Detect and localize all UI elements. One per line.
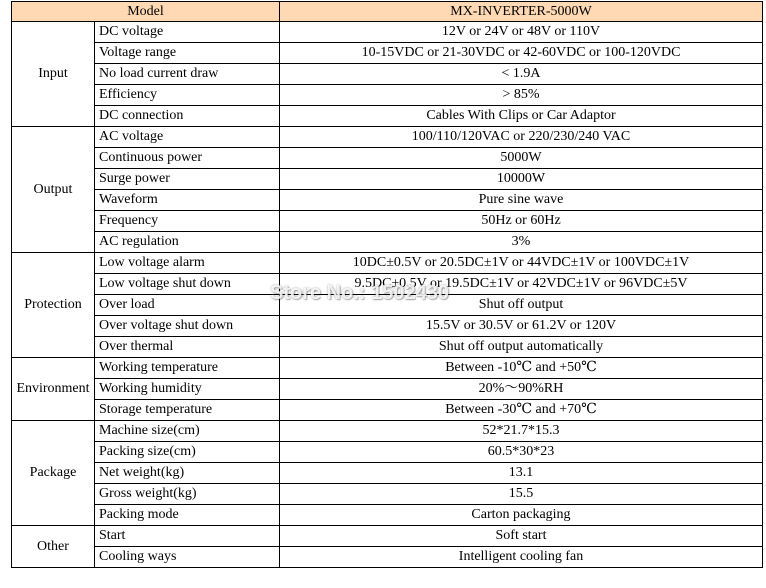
table-row xyxy=(12,190,763,211)
param-name: Over thermal xyxy=(95,337,280,358)
param-value: 20%～90%RH xyxy=(280,379,763,400)
table-row xyxy=(12,316,763,337)
param-value: Shut off output xyxy=(280,295,763,316)
param-name: Low voltage shut down xyxy=(95,274,280,295)
table-header xyxy=(12,2,763,22)
param-value: 100/110/120VAC or 220/230/240 VAC xyxy=(280,127,763,148)
param-value: 12V or 24V or 48V or 110V xyxy=(280,22,763,43)
param-value: 15.5 xyxy=(280,484,763,505)
table-row xyxy=(12,484,763,505)
group-label: Output xyxy=(12,127,95,253)
param-name: Low voltage alarm xyxy=(95,253,280,274)
group-label: Other xyxy=(12,526,95,568)
group-label: Input xyxy=(12,22,95,127)
table-row xyxy=(12,106,763,127)
param-value: Shut off output automatically xyxy=(280,337,763,358)
param-name: Net weight(kg) xyxy=(95,463,280,484)
table-row xyxy=(12,253,763,274)
table-row xyxy=(12,148,763,169)
param-name: DC voltage xyxy=(95,22,280,43)
table-row xyxy=(12,169,763,190)
table-row xyxy=(12,127,763,148)
param-value: 52*21.7*15.3 xyxy=(280,421,763,442)
param-name: Over voltage shut down xyxy=(95,316,280,337)
model-value: MX-INVERTER-5000W xyxy=(280,2,763,22)
param-value: 15.5V or 30.5V or 61.2V or 120V xyxy=(280,316,763,337)
param-name: No load current draw xyxy=(95,64,280,85)
param-value: 10000W xyxy=(280,169,763,190)
table-row xyxy=(12,43,763,64)
param-value: Intelligent cooling fan xyxy=(280,547,763,568)
param-value: Soft start xyxy=(280,526,763,547)
param-name: Packing size(cm) xyxy=(95,442,280,463)
param-value: 9.5DC±0.5V or 19.5DC±1V or 42VDC±1V or 96VDC±5V xyxy=(280,274,763,295)
table-row xyxy=(12,463,763,484)
table-row xyxy=(12,421,763,442)
group-label: Protection xyxy=(12,253,95,358)
param-name: Gross weight(kg) xyxy=(95,484,280,505)
param-name: Cooling ways xyxy=(95,547,280,568)
param-name: Machine size(cm) xyxy=(95,421,280,442)
model-label: Model xyxy=(12,2,280,22)
param-name: Storage temperature xyxy=(95,400,280,421)
param-name: DC connection xyxy=(95,106,280,127)
param-value: Pure sine wave xyxy=(280,190,763,211)
param-name: Start xyxy=(95,526,280,547)
table-row xyxy=(12,337,763,358)
table-row xyxy=(12,85,763,106)
header-row xyxy=(12,2,763,22)
table-row xyxy=(12,400,763,421)
param-name: Surge power xyxy=(95,169,280,190)
table-row xyxy=(12,358,763,379)
group-label: Environment xyxy=(12,358,95,421)
param-name: AC voltage xyxy=(95,127,280,148)
param-name: Efficiency xyxy=(95,85,280,106)
table-row xyxy=(12,505,763,526)
param-value: Between -10℃ and +50℃ xyxy=(280,358,763,379)
param-name: Over load xyxy=(95,295,280,316)
param-value: Between -30℃ and +70℃ xyxy=(280,400,763,421)
param-value: 5000W xyxy=(280,148,763,169)
table-row xyxy=(12,232,763,253)
param-name: Voltage range xyxy=(95,43,280,64)
param-name: AC regulation xyxy=(95,232,280,253)
table-row xyxy=(12,547,763,568)
param-value: 60.5*30*23 xyxy=(280,442,763,463)
param-name: Packing mode xyxy=(95,505,280,526)
param-value: 50Hz or 60Hz xyxy=(280,211,763,232)
param-value: 3% xyxy=(280,232,763,253)
table-row xyxy=(12,22,763,43)
spec-table xyxy=(11,1,763,568)
table-body xyxy=(12,22,763,568)
group-label: Package xyxy=(12,421,95,526)
table-row xyxy=(12,442,763,463)
param-value: > 85% xyxy=(280,85,763,106)
param-name: Continuous power xyxy=(95,148,280,169)
param-value: < 1.9A xyxy=(280,64,763,85)
param-name: Waveform xyxy=(95,190,280,211)
param-value: 10DC±0.5V or 20.5DC±1V or 44VDC±1V or 100VDC±1V xyxy=(280,253,763,274)
table-row xyxy=(12,274,763,295)
store-watermark: Store No.: 1502430 xyxy=(270,282,449,304)
param-name: Frequency xyxy=(95,211,280,232)
param-name: Working temperature xyxy=(95,358,280,379)
table-row xyxy=(12,64,763,85)
table-row xyxy=(12,379,763,400)
table-row xyxy=(12,526,763,547)
table-row xyxy=(12,211,763,232)
param-value: Cables With Clips or Car Adaptor xyxy=(280,106,763,127)
table-row xyxy=(12,295,763,316)
param-value: 13.1 xyxy=(280,463,763,484)
param-name: Working humidity xyxy=(95,379,280,400)
param-value: Carton packaging xyxy=(280,505,763,526)
param-value: 10-15VDC or 21-30VDC or 42-60VDC or 100-120VDC xyxy=(280,43,763,64)
